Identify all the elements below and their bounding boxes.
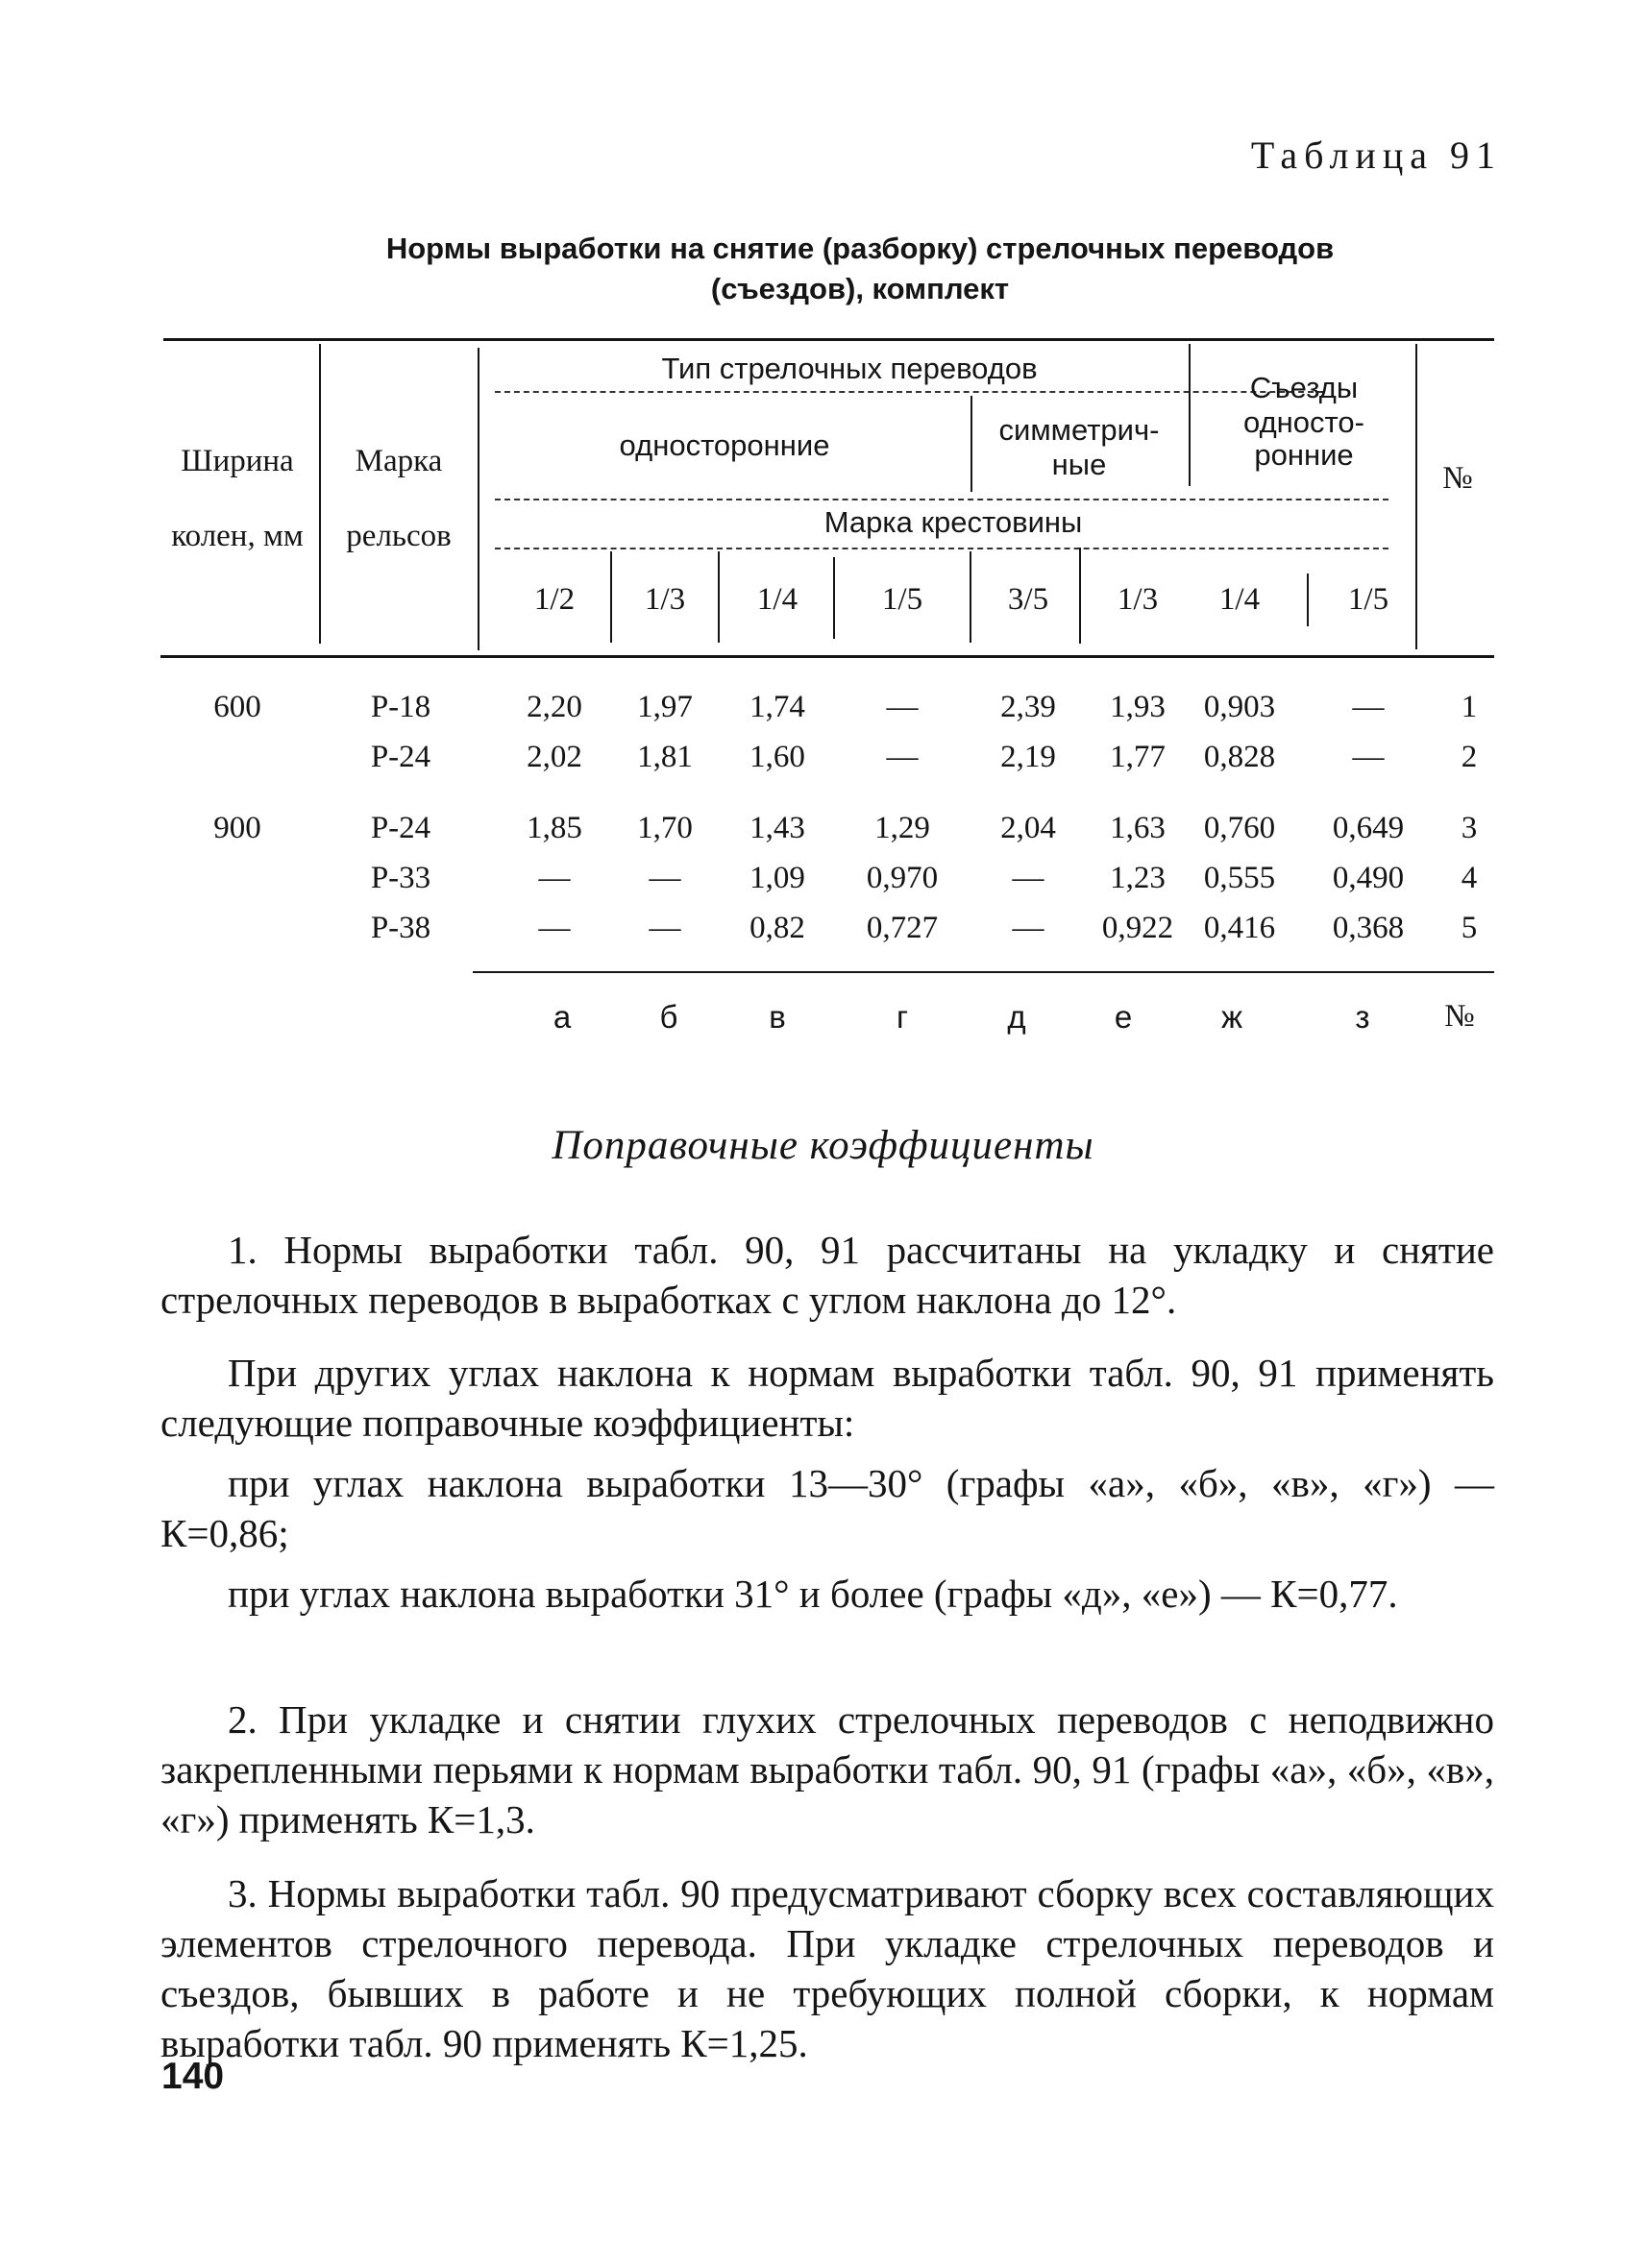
sub-col-g: 1/5 xyxy=(881,582,923,617)
sub-col-e: 1/3 xyxy=(1117,582,1159,617)
table-row-3-val-e: 1,63 xyxy=(1110,811,1166,845)
table-row-5-val-v: 0,82 xyxy=(749,911,805,945)
header-bottom-rule xyxy=(160,655,1494,658)
header-soezdy: Съезды xyxy=(1249,371,1359,404)
paragraph-5: 2. При укладке и снятии глухих стрелочных переводов с неподвижно закрепленными перьями к нормам выработки табл. 90, 91 (графы «а», «б», «в», «г») применять К=1,3. xyxy=(160,1697,1494,1841)
table-row-2-val-z: — xyxy=(1352,740,1385,774)
table-row-2-val-zh: 0,828 xyxy=(1203,740,1276,774)
header-symm-line-1: симметрич- xyxy=(998,413,1160,447)
footer-letter-v: в xyxy=(769,999,786,1035)
header-width-line-2: колен, мм xyxy=(171,519,304,553)
table-row-2-val-a: 2,02 xyxy=(527,740,582,774)
table-row-3-val-d: 2,04 xyxy=(1000,811,1056,845)
table-row-1-mark: Р-18 xyxy=(370,690,431,724)
col-divider-width xyxy=(319,344,321,644)
sub-col-b: 1/3 xyxy=(644,582,686,617)
table-row-3-width: 900 xyxy=(213,811,261,845)
table-top-rule xyxy=(163,338,1494,341)
table-row-5-val-e: 0,922 xyxy=(1101,911,1174,945)
footer-letter-e: е xyxy=(1114,999,1133,1035)
table-row-1-val-zh: 0,903 xyxy=(1203,690,1276,724)
sub-divider-6 xyxy=(1307,573,1309,626)
page-number: 140 xyxy=(161,2056,225,2097)
table-row-3-no: 3 xyxy=(1461,811,1478,845)
sub-divider-4 xyxy=(970,551,971,643)
table-row-4-val-g: 0,970 xyxy=(866,861,939,895)
footer-letter-zh: ж xyxy=(1220,999,1243,1035)
table-row-1-width: 600 xyxy=(213,690,261,724)
paragraph-4: при углах наклона выработки 31° и более (графы «д», «е») — К=0,77. xyxy=(228,1572,1398,1616)
norms-table xyxy=(151,338,1494,1078)
sub-col-z: 1/5 xyxy=(1347,582,1389,617)
table-title-line-2: (съездов), комплект xyxy=(710,272,1010,305)
table-row-4-val-b: — xyxy=(649,861,681,895)
table-row-3-val-zh: 0,760 xyxy=(1203,811,1276,845)
footer-letter-d: д xyxy=(1007,999,1026,1035)
footer-letter-a: а xyxy=(553,999,572,1035)
table-row-1-val-d: 2,39 xyxy=(1000,690,1056,724)
table-row-4-val-d: — xyxy=(1012,861,1044,895)
table-row-3-mark: Р-24 xyxy=(370,811,431,845)
table-row-3-val-a: 1,85 xyxy=(527,811,582,845)
rule-under-subtype xyxy=(495,499,1388,500)
sub-divider-2 xyxy=(718,551,720,643)
table-row-3-val-v: 1,43 xyxy=(749,811,805,845)
header-one-sided: односторонние xyxy=(619,428,830,462)
table-row-1-no: 1 xyxy=(1461,690,1478,724)
table-row-2-val-v: 1,60 xyxy=(749,740,805,774)
sub-col-d: 3/5 xyxy=(1007,582,1049,617)
table-row-4-val-zh: 0,555 xyxy=(1203,861,1276,895)
header-mark-line-2: рельсов xyxy=(346,519,452,553)
col-divider-no xyxy=(1415,344,1417,649)
table-row-4-val-e: 1,23 xyxy=(1110,861,1166,895)
table-row-4-val-a: — xyxy=(538,861,571,895)
header-odnosto: односто- xyxy=(1243,405,1364,439)
footer-letter-b: б xyxy=(659,999,678,1035)
table-row-2-val-g: — xyxy=(886,740,919,774)
footer-no: № xyxy=(1444,999,1475,1034)
table-row-2-val-d: 2,19 xyxy=(1000,740,1056,774)
paragraph-1: 1. Нормы выработки табл. 90, 91 рассчитаны на укладку и снятие стрелочных переводов в выработках с углом наклона до 12°. xyxy=(160,1228,1494,1322)
footer-letter-g: г xyxy=(896,999,909,1035)
table-row-1-val-e: 1,93 xyxy=(1110,690,1166,724)
table-number-label: Таблица 91 xyxy=(1250,134,1502,177)
footer-letter-z: з xyxy=(1355,999,1370,1035)
header-ronnie: ронние xyxy=(1254,438,1354,472)
body-bottom-rule xyxy=(473,971,1494,973)
table-row-4-val-v: 1,09 xyxy=(749,861,805,895)
table-row-5-val-a: — xyxy=(538,911,571,945)
header-no: № xyxy=(1442,461,1473,496)
table-row-5-val-d: — xyxy=(1012,911,1044,945)
table-row-5-val-zh: 0,416 xyxy=(1203,911,1276,945)
table-row-2-val-e: 1,77 xyxy=(1110,740,1166,774)
table-row-3-val-z: 0,649 xyxy=(1332,811,1405,845)
paragraph-2: При других углах наклона к нормам выработки табл. 90, 91 применять следующие поправочные коэффициенты: xyxy=(160,1351,1494,1445)
table-row-4-mark: Р-33 xyxy=(370,861,431,895)
table-row-1-val-a: 2,20 xyxy=(527,690,582,724)
table-title xyxy=(240,229,1480,309)
sub-divider-1 xyxy=(610,551,612,643)
rule-under-krestovina xyxy=(495,548,1388,549)
table-title-line-1: Нормы выработки на снятие (разборку) стрелочных переводов xyxy=(385,232,1335,265)
col-divider-mark xyxy=(478,348,479,650)
sub-divider-5 xyxy=(1079,548,1081,644)
rule-under-type xyxy=(495,391,1323,393)
table-row-2-val-b: 1,81 xyxy=(637,740,693,774)
table-row-4-no: 4 xyxy=(1461,861,1478,895)
col-divider-one-sided-symm xyxy=(970,396,972,492)
sub-col-a: 1/2 xyxy=(533,582,576,617)
table-row-1-val-b: 1,97 xyxy=(637,690,693,724)
table-row-1-val-g: — xyxy=(886,690,919,724)
header-krestovina: Марка крестовины xyxy=(823,505,1083,539)
table-row-5-val-g: 0,727 xyxy=(866,911,939,945)
sub-col-v: 1/4 xyxy=(756,582,798,617)
table-row-3-val-g: 1,29 xyxy=(874,811,930,845)
table-row-1-val-v: 1,74 xyxy=(749,690,805,724)
table-row-5-val-z: 0,368 xyxy=(1332,911,1405,945)
header-width-line-1: Ширина xyxy=(181,444,294,478)
col-divider-soezdy xyxy=(1189,344,1191,486)
header-type: Тип стрелочных переводов xyxy=(661,352,1038,385)
header-symm-line-2: ные xyxy=(1051,448,1107,481)
paragraph-6: 3. Нормы выработки табл. 90 предусматривают сборку всех составляющих элементов стрелочного перевода. При укладке стрелочных переводов и съездов, бывших в работе и не требующих полной сборки, к нормам выработки табл. 90 применять К=1,25. xyxy=(160,1871,1494,2065)
sub-divider-3 xyxy=(833,557,835,639)
table-row-3-val-b: 1,70 xyxy=(637,811,693,845)
header-mark-line-1: Марка xyxy=(355,444,443,478)
table-row-2-no: 2 xyxy=(1461,740,1478,774)
sub-col-zh: 1/4 xyxy=(1218,582,1261,617)
table-row-4-val-z: 0,490 xyxy=(1332,861,1405,895)
table-row-1-val-z: — xyxy=(1352,690,1385,724)
paragraph-3: при углах наклона выработки 13—30° (графы «а», «б», «в», «г») — К=0,86; xyxy=(160,1461,1494,1555)
table-row-5-mark: Р-38 xyxy=(370,911,431,945)
table-row-2-mark: Р-24 xyxy=(370,740,431,774)
table-row-5-no: 5 xyxy=(1461,911,1478,945)
table-row-5-val-b: — xyxy=(649,911,681,945)
section-title: Поправочные коэффициенты xyxy=(552,1123,1094,1168)
